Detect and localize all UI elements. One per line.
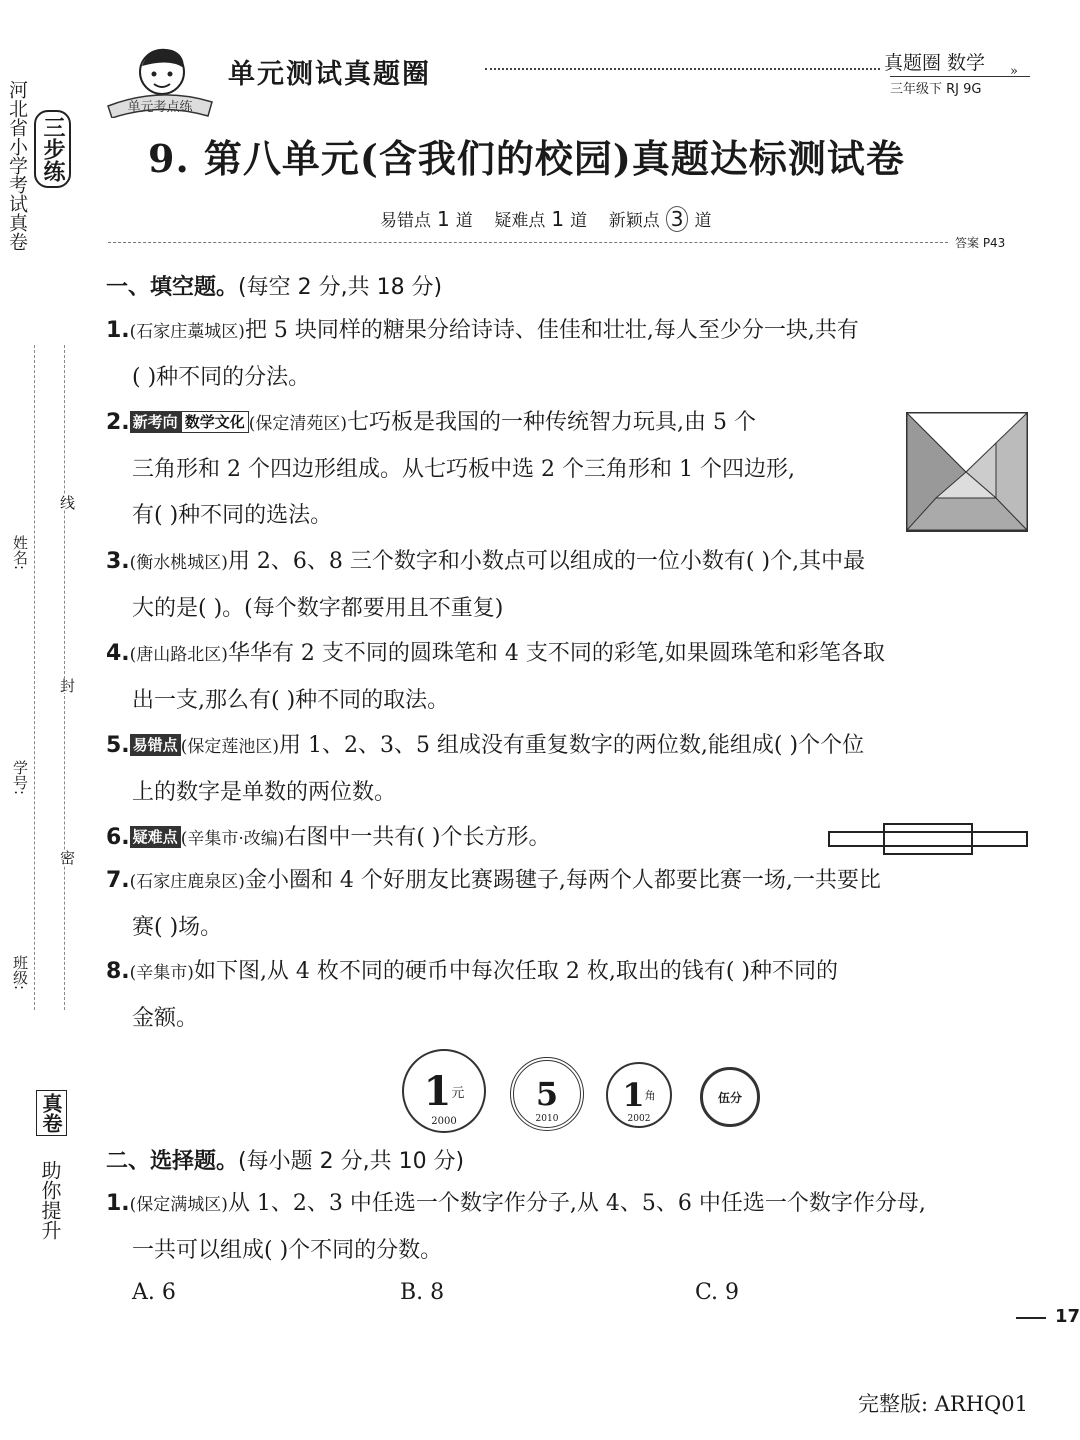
section-2-heading [106,1144,464,1175]
question-text: 从 1、2、3 中任选一个数字作分子,从 4、5、6 中任选一个数字作分母, [227,1191,926,1216]
question-text: 右图中一共有( )个长方形。 [284,825,551,850]
badge-hard: 疑难点 [130,826,181,848]
question-source: (保定清苑区) [248,414,347,434]
sidebar-seal-seal: 封 [58,678,76,693]
sidebar-series-text: 河北省小学考试真卷 [6,80,28,251]
option-b[interactable]: B. 8 [400,1280,445,1305]
coin-value: 1 [622,1076,645,1114]
question-source: (辛集市) [129,963,194,983]
sidebar-bottom-text-2: 真卷 [36,1090,67,1136]
chevron-icon: » [1010,64,1018,79]
mascot-banner: 单元考点练 [127,100,193,115]
coin-five-jiao-icon [510,1057,584,1131]
rectangles-figure [828,822,1030,858]
question-text: 三角形和 2 个四边形组成。从七巧板中选 2 个三角形和 1 个四边形, [132,457,795,482]
coin-year: 2002 [627,1114,651,1124]
coin-unit: 角 [644,1089,656,1102]
question-8 [106,949,838,1042]
hard-count: 1 [551,207,565,231]
coin-five-fen-icon [700,1067,760,1127]
question-text: 把 5 块同样的糖果分给诗诗、佳佳和壮壮,每人至少分一块,共有 [244,318,859,343]
question-text: ( )种不同的分法。 [132,365,311,390]
series-title: 单元测试真题圈 [228,59,431,90]
section-title: 二、选择题。 [106,1149,239,1174]
section-note: (每小题 2 分,共 10 分) [238,1149,465,1174]
error-label: 易错点 [380,211,431,231]
badge-error: 易错点 [130,734,181,756]
question-6 [106,815,551,862]
sidebar-name-field: 姓名: [11,535,29,571]
badge-new: 新考向 [130,411,181,433]
question-text: 赛( )场。 [132,915,223,940]
question-7 [106,858,881,951]
sidebar-id-field: 学号: [11,760,29,796]
coin-unit: 元 [451,1085,465,1101]
new-label: 新颖点 [608,211,660,231]
option-c[interactable]: C. 9 [695,1280,740,1305]
question-text: 七巧板是我国的一种传统智力玩具,由 5 个 [346,410,756,435]
question-5 [106,723,864,816]
question-source: (唐山路北区) [129,645,228,665]
error-count: 1 [437,207,450,231]
separator-line [108,242,948,243]
sidebar-seal-secret: 密 [58,850,76,865]
coin-year: 2000 [431,1116,457,1127]
sidebar-step-text: 三步练 [34,110,71,188]
question-4 [106,631,885,724]
question-number: 8. [106,959,130,984]
page-number: 17 [1054,1306,1080,1327]
sidebar-dashed-line-2 [34,345,35,1010]
badge-culture: 数学文化 [181,411,249,433]
choice-question-1 [106,1181,926,1274]
section-title: 一、填空题。 [106,275,239,300]
question-source: (辛集市·改编) [180,829,285,849]
question-source: (衡水桃城区) [129,553,228,573]
footer-code: 完整版: ARHQ01 [858,1392,1028,1416]
coin-year: 2010 [535,1114,559,1124]
question-number: 7. [106,868,130,893]
tangram-figure [906,412,1028,532]
question-source: (石家庄藁城区) [129,322,245,342]
question-text: 华华有 2 支不同的圆珠笔和 4 支不同的彩笔,如果圆珠笔和彩笔各取 [227,641,885,666]
question-text: 如下图,从 4 枚不同的硬币中每次任取 2 枚,取出的钱有( )种不同的 [193,959,839,984]
mascot-icon [100,40,220,118]
question-text: 上的数字是单数的两位数。 [132,780,397,805]
question-3 [106,539,865,632]
option-a[interactable]: A. 6 [132,1280,176,1305]
section-note: (每空 2 分,共 18 分) [238,275,443,300]
brand-tag: 真题圈 数学 [884,52,986,74]
question-number: 4. [106,641,130,666]
question-text: 一共可以组成( )个不同的分数。 [132,1238,443,1263]
hard-label: 疑难点 [494,211,546,231]
stats-unit: 道 [694,211,712,231]
question-text: 用 2、6、8 三个数字和小数点可以组成的一位小数有( )个,其中最 [227,549,866,574]
answer-reference: 答案 P43 [955,236,1006,250]
question-text: 大的是( )。(每个数字都要用且不重复) [132,596,504,621]
question-number: 3. [106,549,130,574]
question-number: 1. [106,1191,130,1216]
header-dotted-rule [485,68,880,70]
question-number: 6. [106,825,130,850]
coin-value: 5 [535,1075,559,1113]
sidebar-bottom-text: 助你提升 [38,1160,62,1240]
coin-value: 1 [423,1067,452,1115]
grade-tag: 三年级下 RJ 9G [890,76,1030,97]
coin-value: 伍分 [717,1090,742,1105]
new-count: 3 [666,206,689,232]
question-text: 金额。 [132,1006,199,1031]
page-number-rule [1016,1317,1046,1319]
question-source: (保定莲池区) [180,737,279,757]
sidebar-class-field: 班级: [11,955,29,991]
coin-one-yuan-icon [402,1049,486,1133]
sidebar-seal-line: 线 [58,495,76,510]
question-source: (保定满城区) [129,1195,228,1215]
question-text: 有( )种不同的选法。 [132,503,333,528]
question-text: 金小圈和 4 个好朋友比赛踢毽子,每两个人都要比赛一场,一共要比 [244,868,881,893]
question-text: 出一支,那么有( )种不同的取法。 [132,688,450,713]
section-1-heading [106,270,442,301]
stats-line [380,206,711,231]
question-1 [106,308,859,401]
stats-unit: 道 [455,211,473,231]
question-number: 2. [106,410,130,435]
question-2 [106,400,795,539]
question-number: 5. [106,733,130,758]
question-source: (石家庄鹿泉区) [129,872,245,892]
page-title: 9. 第八单元(含我们的校园)真题达标测试卷 [148,136,905,181]
stats-unit: 道 [570,211,588,231]
question-text: 用 1、2、3、5 组成没有重复数字的两位数,能组成( )个个位 [278,733,865,758]
question-number: 1. [106,318,130,343]
coin-one-jiao-icon [606,1062,672,1128]
